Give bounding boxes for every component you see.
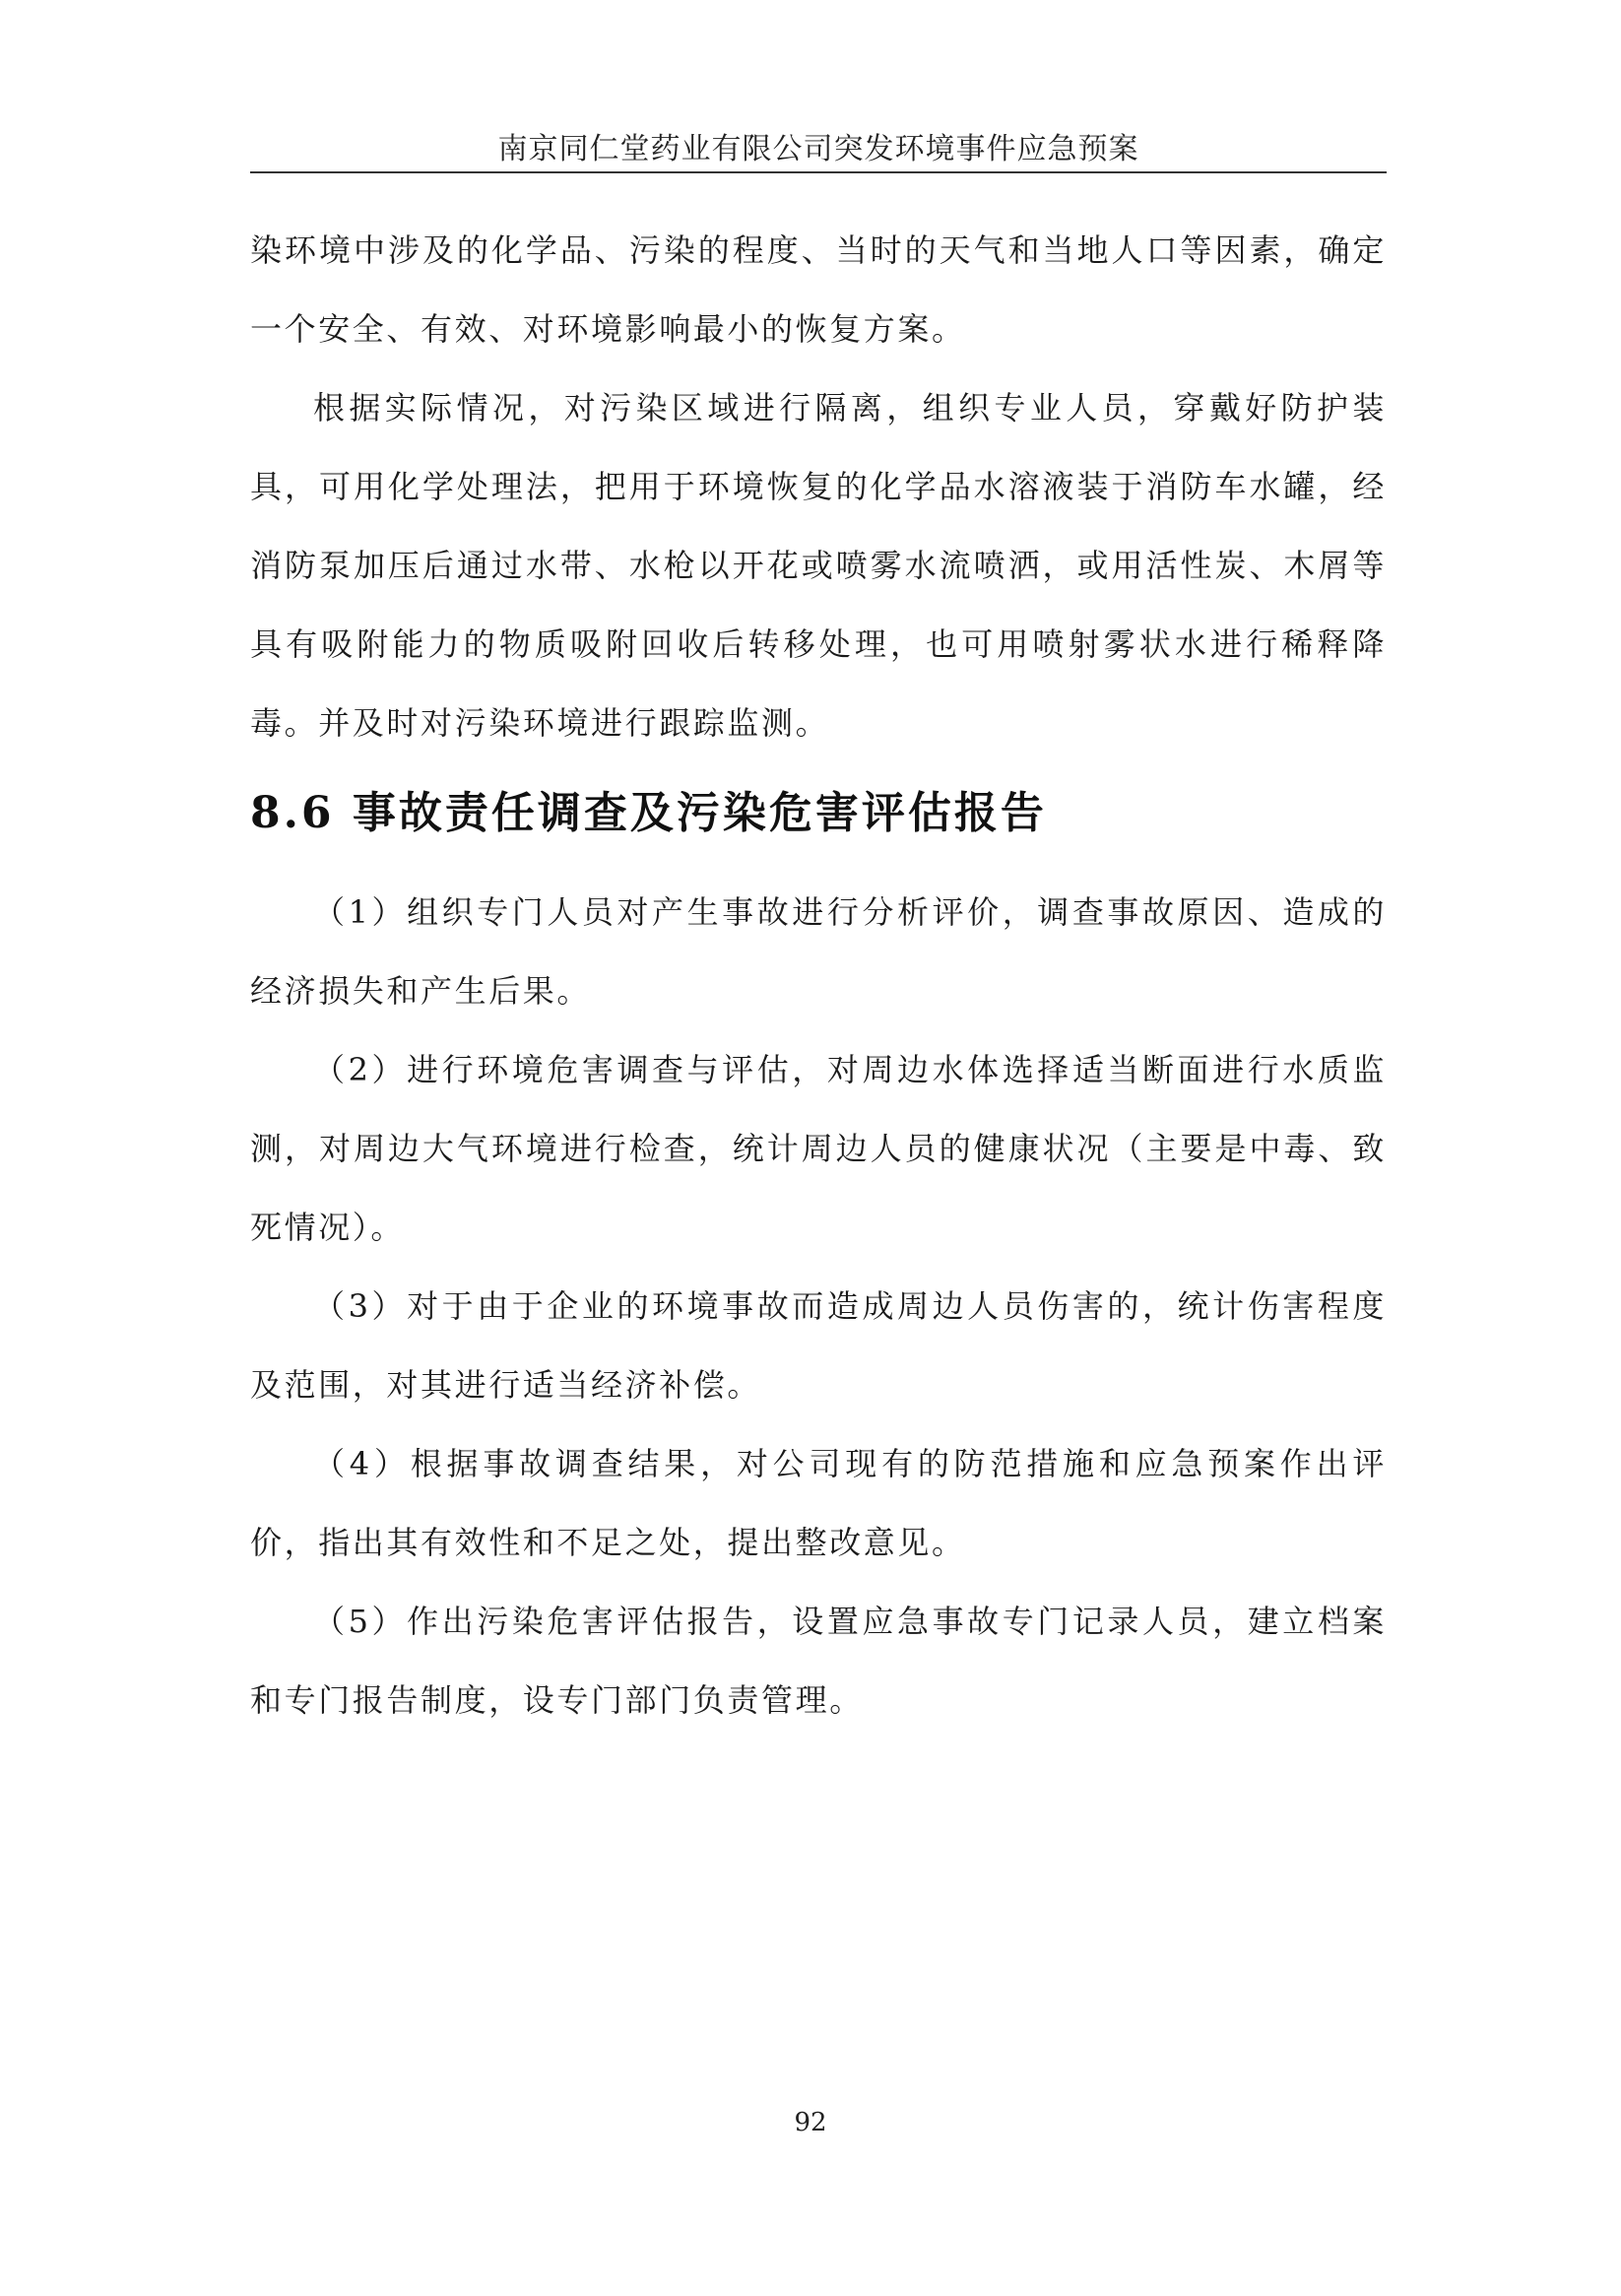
page-number: 92	[794, 2108, 827, 2137]
list-item-4: （4）根据事故调查结果，对公司现有的防范措施和应急预案作出评价，指出其有效性和不足之处，提出整改意见。	[250, 1445, 1387, 1561]
section-heading-8-6: 8.6 事故责任调查及污染危害评估报告	[250, 788, 1047, 838]
list-item-2: （2）进行环境危害调查与评估，对周边水体选择适当断面进行水质监测，对周边大气环境进行检查，统计周边人员的健康状况（主要是中毒、致死情况）。	[250, 1051, 1387, 1246]
list-item-3: （3）对于由于企业的环境事故而造成周边人员伤害的，统计伤害程度及范围，对其进行适当经济补偿。	[250, 1287, 1387, 1404]
page-body	[250, 211, 1387, 1739]
list-item-5: （5）作出污染危害评估报告，设置应急事故专门记录人员，建立档案和专门报告制度，设专门部门负责管理。	[250, 1603, 1387, 1719]
paragraph-recovery-methods: 根据实际情况，对污染区域进行隔离，组织专业人员，穿戴好防护装具，可用化学处理法，把用于环境恢复的化学品水溶液装于消防车水罐，经消防泵加压后通过水带、水枪以开花或喷雾水流喷洒，或用活性炭、木屑等具有吸附能力的物质吸附回收后转移处理，也可用喷射雾状水进行稀释降毒。并及时对污染环境进行跟踪监测。	[250, 389, 1387, 742]
list-item-1: （1）组织专门人员对产生事故进行分析评价，调查事故原因、造成的经济损失和产生后果。	[250, 893, 1387, 1010]
header-divider	[250, 171, 1387, 173]
paragraph-continued: 染环境中涉及的化学品、污染的程度、当时的天气和当地人口等因素，确定一个安全、有效、对环境影响最小的恢复方案。	[250, 231, 1387, 348]
document-header-title: 南京同仁堂药业有限公司突发环境事件应急预案	[497, 132, 1139, 166]
